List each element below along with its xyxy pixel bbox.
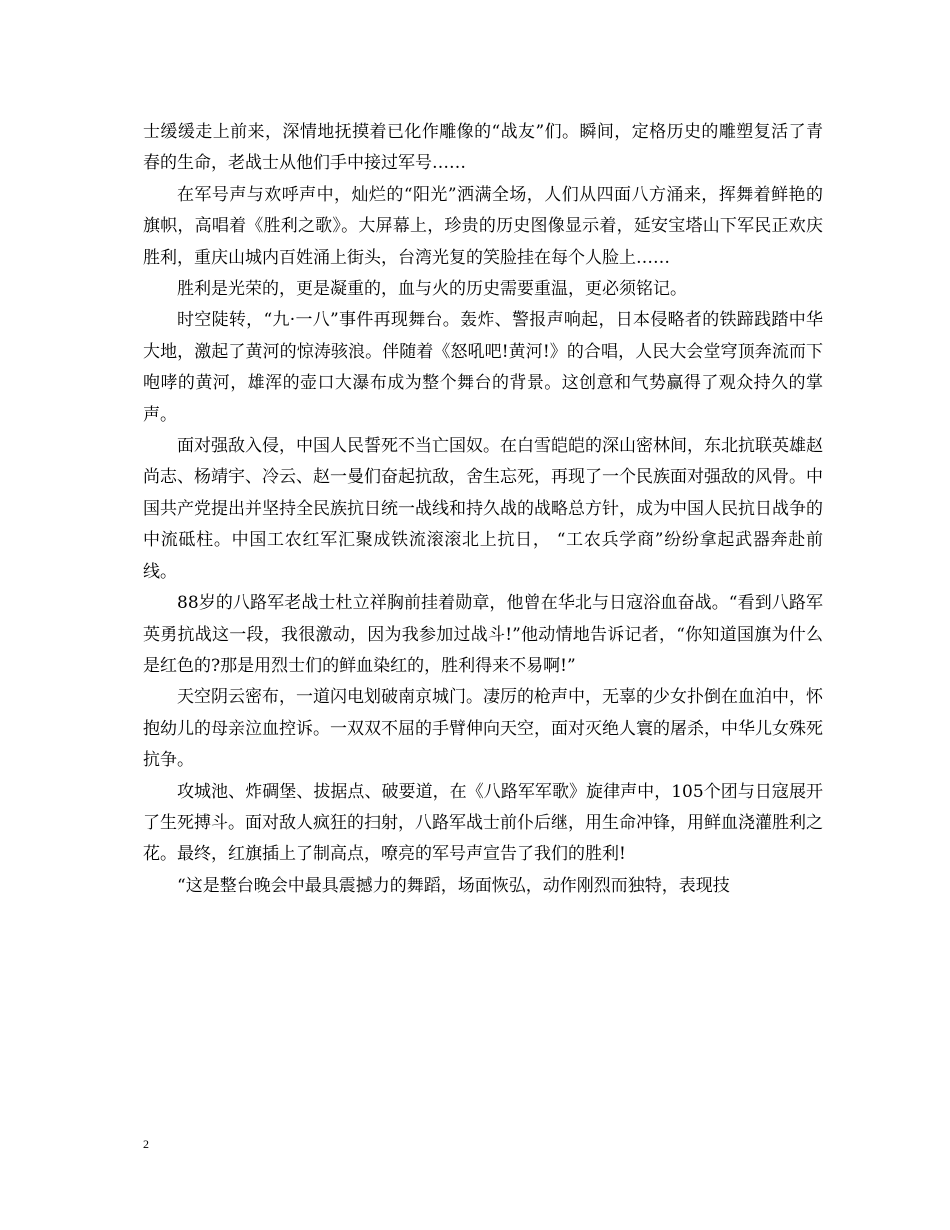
paragraph-2: 在军号声与欢呼声中，灿烂的“阳光”洒满全场，人们从四面八方涌来，挥舞着鲜艳的旗帜，高唱着《胜利之歌》。大屏幕上，珍贵的历史图像显示着，延安宝塔山下军民正欢庆胜利，重庆山城内百姓涌上街头，台湾光复的笑脸挂在每个人脸上…… [143,184,823,268]
document-body [143,117,823,902]
paragraph-6: 88岁的八路军老战士杜立祥胸前挂着勋章，他曾在华北与日寇浴血奋战。“看到八路军英勇抗战这一段，我很激动，因为我参加过战斗!”他动情地告诉记者，“你知道国旗为什么是红色的?那是用烈士们的鲜血染红的，胜利得来不易啊!” [143,593,823,676]
paragraph-1: 士缓缓走上前来，深情地抚摸着已化作雕像的“战友”们。瞬间，定格历史的雕塑复活了青春的生命，老战士从他们手中接过军号…… [143,122,823,174]
paragraph-9: “这是整台晚会中最具震撼力的舞蹈，场面恢弘，动作刚烈而独特，表现技 [177,875,730,896]
paragraph-5: 面对强敌入侵，中国人民誓死不当亡国奴。在白雪皑皑的深山密林间，东北抗联英雄赵尚志、杨靖宇、冷云、赵一曼们奋起抗敌，舍生忘死，再现了一个民族面对强敌的风骨。中国共产党提出并坚持全民族抗日统一战线和持久战的战略总方针，成为中国人民抗日战争的中流砥柱。中国工农红军汇聚成铁流滚滚北上抗日， “工农兵学商”纷纷拿起武器奔赴前线。 [143,436,823,582]
page-number: 2 [143,1137,149,1151]
paragraph-7: 天空阴云密布，一道闪电划破南京城门。凄厉的枪声中，无辜的少女扑倒在血泊中，怀抱幼儿的母亲泣血控诉。一双双不屈的手臂伸向天空，面对灭绝人寰的屠杀，中华儿女殊死抗争。 [143,687,823,771]
paragraph-3: 胜利是光荣的，更是凝重的，血与火的历史需要重温，更必须铭记。 [177,279,687,300]
paragraph-4: 时空陡转，“九·一八”事件再现舞台。轰炸、警报声响起，日本侵略者的铁蹄践踏中华大地，激起了黄河的惊涛骇浪。伴随着《怒吼吧!黄河!》的合唱，人民大会堂穹顶奔流而下咆哮的黄河，雄浑的壶口大瀑布成为整个舞台的背景。这创意和气势赢得了观众持久的掌声。 [143,310,823,425]
paragraph-8: 攻城池、炸碉堡、拔据点、破要道，在《八路军军歌》旋律声中，105个团与日寇展开了生死搏斗。面对敌人疯狂的扫射，八路军战士前仆后继，用生命冲锋，用鲜血浇灌胜利之花。最终，红旗插上了制高点，嘹亮的军号声宣告了我们的胜利! [143,781,823,865]
